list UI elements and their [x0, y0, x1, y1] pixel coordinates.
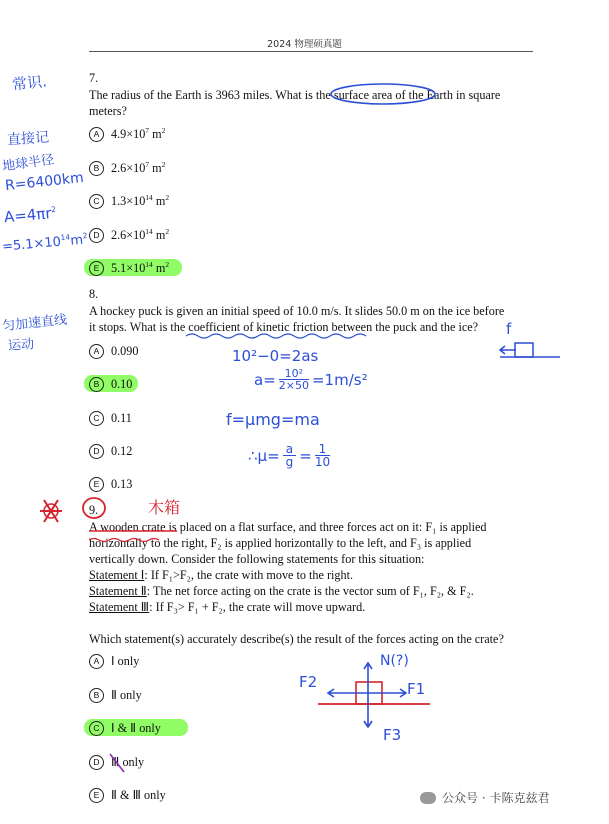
- fbd-f1-label: F1: [407, 680, 426, 698]
- note-area-result: $=5.1\times 10^{14}m^2$: [1, 230, 88, 255]
- ink-friction-box: [515, 343, 533, 357]
- option-text: 0.10: [111, 377, 133, 391]
- option-text: 0.11: [111, 411, 132, 425]
- option-circle: C: [89, 411, 104, 426]
- calc-acceleration: a= $\frac{\text{10²}}{2\times 50}$ =1m/s²: [254, 367, 368, 392]
- ink-red-wave: [89, 539, 159, 542]
- option-text: 0.12: [111, 444, 133, 458]
- option-circle: B: [89, 161, 104, 176]
- note-motion: 运动: [7, 337, 35, 354]
- option-text: $5.1\times 10^{14}$ $m^2$: [111, 259, 170, 275]
- option-text: Ⅰ only: [111, 654, 140, 668]
- ink-wavy-underline: [186, 334, 366, 338]
- fbd-normal-label: N(?): [380, 653, 409, 669]
- option-text: 0.13: [111, 477, 133, 491]
- ink-circle-surface-area: [331, 84, 435, 104]
- q9-statement-3: Statement Ⅲ: If F₃> F₁ + F₂, the crate will move upward.: [89, 600, 366, 614]
- option-text: Ⅲ only: [111, 755, 145, 769]
- ink-strike-d: [110, 754, 124, 772]
- option-text: Ⅱ & Ⅲ only: [111, 788, 166, 802]
- note-uniform-accel: 匀加速直线: [1, 312, 68, 335]
- option-circle: E: [89, 477, 104, 492]
- watermark: 公众号 · 卡陈克兹君: [420, 789, 549, 806]
- option-text: $1.3\times 10^{14}$ $m^2$: [111, 192, 170, 208]
- ink-friction-arrow: [500, 346, 516, 354]
- q8-stem-line1: A hockey puck is given an initial speed of 10.0 m/s. It slides 50.0 m on the ice before: [89, 304, 505, 318]
- option-circle: A: [89, 654, 104, 669]
- q9-statement-1: Statement Ⅰ: If F₁>F₂, the crate with move to the right.: [89, 568, 354, 582]
- fbd-f3-label: F3: [383, 726, 402, 744]
- calc-mu: ∴μ= $\frac{a}{g}$ = $\frac{1}{10}$: [248, 442, 331, 469]
- note-r-value: R=6400km: [4, 169, 85, 195]
- q9-stem-line3: vertically down. Consider the following statements for this situation:: [89, 552, 425, 566]
- option-circle: D: [89, 228, 104, 243]
- q9-stem-line1: A wooden crate is placed on a flat surface, and three forces act on it: F₁ is applied: [89, 520, 487, 534]
- note-area-formula: $A=4\pi r^2$: [3, 204, 57, 227]
- q9-stem-line2: horizontally to the right, F₂ is applied horizontally to the left, and F₃ is applied: [89, 536, 472, 550]
- calc-friction: f=μmg=ma: [226, 410, 320, 429]
- fbd-arrow-right: [368, 689, 406, 697]
- q7-stem-line1: The radius of the Earth is 3963 miles. What is the surface area of the Earth in square: [89, 88, 501, 102]
- option-text: $4.9\times 10^7$ $m^2$: [111, 125, 166, 141]
- q9-statement-2: Statement Ⅱ: The net force acting on the crate is the vector sum of F₁, F₂, & F₂.: [89, 584, 474, 598]
- ink-red-circle-9: [83, 498, 105, 518]
- option-circle: D: [89, 444, 104, 459]
- option-circle: E: [89, 261, 104, 276]
- note-memorize: 直接记: [6, 129, 50, 149]
- q8-number: 8.: [89, 287, 99, 301]
- fbd-f2-label: F2: [299, 673, 318, 691]
- option-text: $2.6\times 10^7$ $m^2$: [111, 159, 166, 175]
- option-circle: C: [89, 721, 104, 736]
- option-text: Ⅱ only: [111, 688, 142, 702]
- q7-number: 7.: [89, 71, 99, 85]
- option-circle: A: [89, 344, 104, 359]
- q9-number: 9.: [89, 503, 99, 517]
- fbd-arrow-down: [364, 693, 372, 727]
- q8-stem-line2: it stops. What is the coefficient of kinetic friction between the puck and the ice?: [89, 320, 479, 334]
- q7-stem-line2: meters?: [89, 104, 127, 118]
- fbd-arrow-left: [328, 689, 368, 697]
- option-circle: A: [89, 127, 104, 142]
- option-circle: E: [89, 788, 104, 803]
- option-circle: D: [89, 755, 104, 770]
- note-earth-radius: 地球半径: [1, 152, 56, 175]
- note-common-sense: 常识.: [11, 72, 48, 94]
- wechat-icon: [420, 792, 436, 804]
- option-text: 0.090: [111, 344, 139, 358]
- option-circle: C: [89, 194, 104, 209]
- option-circle: B: [89, 377, 104, 392]
- note-wooden-box: 木箱: [148, 498, 181, 517]
- note-friction-f: f: [506, 320, 512, 338]
- option-text: Ⅰ & Ⅱ only: [111, 721, 161, 735]
- calc-kinematics: 10²−0=2as: [232, 347, 319, 365]
- option-circle: B: [89, 688, 104, 703]
- option-text: $2.6\times 10^{14}$ $m^2$: [111, 226, 170, 242]
- fbd-arrow-up: [364, 663, 372, 693]
- page-header: 2024 物理硕真题: [267, 39, 342, 50]
- q9-question: Which statement(s) accurately describe(s) the result of the forces acting on the crate?: [89, 632, 504, 646]
